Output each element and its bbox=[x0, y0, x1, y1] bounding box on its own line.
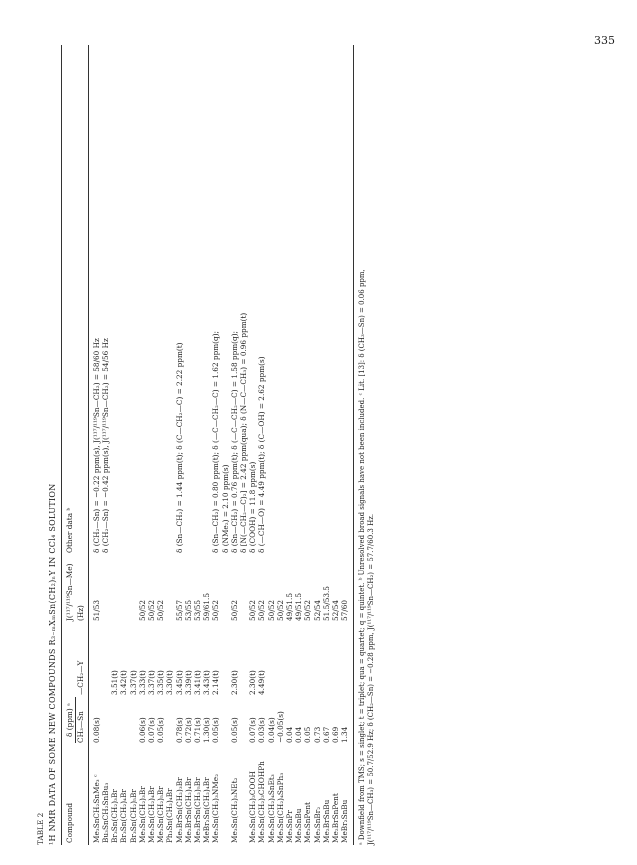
cell-ch3sn: 0.06(s) bbox=[137, 717, 147, 743]
cell-j: 50/52 bbox=[147, 599, 157, 621]
table-row bbox=[230, 45, 239, 845]
cell-ch2y: 3.37(t) bbox=[147, 670, 157, 695]
cell-j bbox=[101, 555, 110, 623]
cell-other bbox=[156, 45, 165, 555]
cell-compound: Br₃Sn(CH₂)₃Br bbox=[110, 789, 120, 843]
cell-ch3sn: 0.03(s) bbox=[257, 717, 267, 743]
rotated-table-block bbox=[36, 45, 596, 845]
cell-other bbox=[322, 45, 331, 555]
cell-compound: Ph₃Sn(CH₂)₄Br bbox=[165, 788, 175, 843]
cell-ch3sn: 0.05 bbox=[303, 726, 313, 743]
cell-compound: Me₃SnCH₂SnMe₃ ᶜ bbox=[91, 774, 101, 843]
cell-ch2y: 3.42(t) bbox=[119, 670, 129, 695]
cell-ch2y: 3.37(t) bbox=[128, 670, 138, 695]
cell-j: 50/52 bbox=[257, 599, 267, 621]
table-row bbox=[257, 45, 266, 845]
cell-compound: Me₂BrSnBu bbox=[321, 799, 331, 843]
table-row bbox=[303, 45, 312, 845]
cell-other: δ (Sn—CH₂) = 1.44 ppm(t); δ (C—CH₂—C) = 2.22 ppm(t) bbox=[174, 342, 184, 553]
cell-compound: Me₃SnPent bbox=[303, 802, 313, 843]
cell-ch2y: 2.14(t) bbox=[211, 670, 221, 695]
table-row bbox=[248, 45, 257, 845]
cell-ch3sn: 0.05(s) bbox=[156, 717, 166, 743]
cell-j: 52/54 bbox=[312, 599, 322, 621]
cell-ch2y bbox=[101, 623, 110, 697]
cell-compound: Me₃Sn(CH₂)₃NMe₂ bbox=[211, 773, 221, 843]
cell-ch2y: 3.39(t) bbox=[183, 670, 193, 695]
cell-other: δ (CH₂—Sn) = −0.42 ppm(s), J(¹¹⁷/¹¹⁹Sn—CH₂) = 54/56 Hz bbox=[101, 338, 111, 553]
cell-j: 59/61.5 bbox=[202, 593, 212, 621]
header-j-unit: (Hz) bbox=[75, 605, 85, 621]
cell-other bbox=[202, 45, 211, 555]
cell-ch3sn: 0.71(s) bbox=[193, 717, 203, 743]
cell-compound: Me₃SnBu bbox=[294, 808, 304, 843]
cell-j: 51.5/53.5 bbox=[321, 586, 331, 621]
cell-other: δ (Sn—CH₂) = 0.80 ppm(t); δ (—C—CH₂—C) = 1.62 ppm(q); bbox=[211, 331, 221, 553]
table-row bbox=[147, 45, 156, 845]
cell-j: 49/51.5 bbox=[285, 593, 295, 621]
cell-ch2y bbox=[303, 623, 312, 697]
cell-other: δ (Sn—CH₂) = 0.76 ppm(t); δ (—C—CH₂—C) = 1.58 ppm(q); bbox=[229, 331, 239, 553]
table-row bbox=[331, 45, 340, 845]
table-row bbox=[184, 45, 193, 845]
cell-j bbox=[129, 555, 138, 623]
cell-compound: Me₂SnBr₂ bbox=[312, 806, 322, 843]
cell-ch2y: 4.49(t) bbox=[257, 670, 267, 695]
cell-compound bbox=[221, 745, 230, 845]
cell-other: δ (—CH—O) = 4.49 ppm(t); δ (C—OH) = 2.62 ppm(s) bbox=[257, 356, 267, 553]
table-row bbox=[294, 45, 303, 845]
cell-j bbox=[239, 555, 248, 623]
cell-j bbox=[110, 555, 119, 623]
cell-compound: Me₂BrSn(CH₂)₄Br bbox=[183, 777, 193, 843]
table-row bbox=[175, 45, 184, 845]
cell-j: 50/52 bbox=[303, 599, 313, 621]
top-rule bbox=[61, 45, 62, 845]
cell-other bbox=[276, 45, 285, 555]
cell-ch3sn: 1.30(s) bbox=[202, 717, 212, 743]
cell-ch3sn: 0.05(s) bbox=[229, 717, 239, 743]
table-title: ¹H NMR DATA OF SOME NEW COMPOUNDS R₃₋ₘXₘSn(CH₂)ₙY IN CCl₄ SOLUTION bbox=[48, 483, 58, 845]
cell-j: 49/51.5 bbox=[294, 593, 304, 621]
table-row bbox=[221, 45, 230, 845]
cell-compound: Me₃Sn(CH₂)₃COOH bbox=[248, 771, 258, 843]
cell-ch2y bbox=[276, 623, 285, 697]
footnote bbox=[358, 45, 377, 845]
cell-compound: Me₃Sn(CH₂)₃NEt₂ bbox=[229, 777, 239, 843]
table-row bbox=[92, 45, 101, 845]
cell-ch3sn bbox=[110, 697, 119, 745]
cell-ch3sn bbox=[239, 697, 248, 745]
cell-compound: Me₃Sn(CH₂)₃CHOHPh bbox=[257, 761, 267, 843]
cell-ch3sn bbox=[165, 697, 174, 745]
cell-other bbox=[285, 45, 294, 555]
cell-compound: MeBr₂SnBu bbox=[340, 799, 350, 843]
cell-other bbox=[193, 45, 202, 555]
cell-other bbox=[119, 45, 128, 555]
cell-ch2y: 3.51(t) bbox=[110, 670, 120, 695]
cell-j: 52/54 bbox=[331, 599, 341, 621]
cell-compound: Me₃Sn(CH₂)₅Br bbox=[156, 786, 166, 843]
cell-ch3sn: 0.05(s) bbox=[211, 717, 221, 743]
cell-ch2y: 3.43(t) bbox=[202, 670, 212, 695]
cell-other: δ [N(—CH₂—C)₂] = 2.42 ppm(qua); δ (N—C—CH₃) = 0.96 ppm(t) bbox=[239, 312, 249, 553]
cell-compound: Me₃Sn(CH₂)₄SnEt₃ bbox=[266, 774, 276, 843]
header-ch2y: —CH₂—Y bbox=[75, 660, 85, 695]
table-row bbox=[165, 45, 174, 845]
cell-ch2y: 3.45(t) bbox=[174, 670, 184, 695]
cell-ch2y: 3.33(t) bbox=[137, 670, 147, 695]
table-row bbox=[110, 45, 119, 845]
table-row bbox=[322, 45, 331, 845]
footnote-line-1: ᵃ Downfield from TMS; s = singlet; t = triplet; qua = quartet; q = quintet. ᵇ Unresolved broad signals have not been included. ᶜ Lit. [13]: δ (CH₃—Sn) = 0.06 ppm, bbox=[357, 269, 366, 845]
cell-compound: Bu₃SnCH₂SnBu₃ bbox=[101, 782, 111, 843]
cell-ch2y bbox=[340, 623, 349, 697]
cell-ch3sn bbox=[119, 697, 128, 745]
header-compound: Compound bbox=[65, 802, 75, 843]
cell-ch2y: 3.30(t) bbox=[165, 670, 175, 695]
cell-ch2y bbox=[313, 623, 322, 697]
cell-ch3sn: 0.07(s) bbox=[248, 717, 258, 743]
table-row bbox=[267, 45, 276, 845]
cell-other: δ (NMe₂) = 2.10 ppm(s) bbox=[220, 464, 230, 553]
cell-compound bbox=[239, 745, 248, 845]
cell-ch3sn bbox=[129, 697, 138, 745]
cell-j: 55/57 bbox=[174, 599, 184, 621]
footnote-line-2: J(¹¹⁷/¹¹⁹Sn—CH₃) = 50.7/52.9 Hz; δ (CH₂—Sn) = −0.28 ppm, J(¹¹⁷/¹¹⁹Sn—CH₂) = 57.7/60.3 Hz. bbox=[367, 513, 375, 845]
cell-other bbox=[147, 45, 156, 555]
cell-compound: Br₃Sn(CH₂)₄Br bbox=[119, 789, 129, 843]
cell-ch2y bbox=[322, 623, 331, 697]
page-number: 335 bbox=[594, 34, 615, 47]
cell-ch3sn: 0.08(s) bbox=[91, 717, 101, 743]
table-row bbox=[156, 45, 165, 845]
cell-ch2y bbox=[294, 623, 303, 697]
cell-ch2y bbox=[92, 623, 101, 697]
cell-j bbox=[221, 555, 230, 623]
cell-j: 53/55 bbox=[193, 599, 203, 621]
cell-compound: Me₂BrSn(CH₂)₅Br bbox=[193, 777, 203, 843]
table-row bbox=[138, 45, 147, 845]
cell-j: 50/52 bbox=[248, 599, 258, 621]
cell-compound: MeBr₂Sn(CH₂)₄Br bbox=[202, 777, 212, 843]
cell-other bbox=[313, 45, 322, 555]
cell-ch3sn: 1.34 bbox=[340, 726, 350, 743]
table-row bbox=[239, 45, 248, 845]
cell-j: 51/53 bbox=[91, 599, 101, 621]
table-row bbox=[193, 45, 202, 845]
header-j: J(¹¹⁷/¹¹⁹Sn—Me) bbox=[65, 563, 75, 621]
cell-other bbox=[303, 45, 312, 555]
cell-compound: Me₃Sn(CH₂)₃Br bbox=[137, 786, 147, 843]
cell-j: 50/52 bbox=[266, 599, 276, 621]
cell-ch3sn: 0.67 bbox=[321, 726, 331, 743]
cell-other bbox=[165, 45, 174, 555]
cell-ch3sn: 0.04 bbox=[294, 726, 304, 743]
table-row bbox=[340, 45, 349, 845]
cell-other bbox=[267, 45, 276, 555]
cell-ch3sn: 0.72(s) bbox=[183, 717, 193, 743]
cell-j: 57/60 bbox=[340, 599, 350, 621]
cell-compound: Me₂BrSn(CH₂)₃Br bbox=[174, 777, 184, 843]
cell-ch2y: 3.35(t) bbox=[156, 670, 166, 695]
cell-other bbox=[129, 45, 138, 555]
table-row bbox=[285, 45, 294, 845]
bottom-rule bbox=[353, 45, 354, 845]
cell-j: 53/55 bbox=[183, 599, 193, 621]
cell-compound: Me₃SnPr bbox=[285, 810, 295, 843]
cell-compound: Me₂BrSnPent bbox=[331, 793, 341, 843]
cell-compound: Me₃Sn(CH₂)₄Br bbox=[147, 786, 157, 843]
cell-ch2y bbox=[267, 623, 276, 697]
header-delta: δ (ppm) ᵃ bbox=[65, 623, 75, 745]
cell-other bbox=[331, 45, 340, 555]
cell-j bbox=[119, 555, 128, 623]
table-row bbox=[202, 45, 211, 845]
cell-ch2y bbox=[239, 623, 248, 697]
cell-ch3sn: 0.78(s) bbox=[174, 717, 184, 743]
cell-ch3sn bbox=[221, 697, 230, 745]
cell-ch3sn bbox=[101, 697, 110, 745]
cell-j: 50/52 bbox=[211, 599, 221, 621]
cell-ch2y bbox=[331, 623, 340, 697]
cell-ch3sn: 0.69 bbox=[331, 726, 341, 743]
cell-ch3sn: 0.04 bbox=[285, 726, 295, 743]
cell-j: 50/52 bbox=[229, 599, 239, 621]
table-row bbox=[313, 45, 322, 845]
cell-j: 50/52 bbox=[137, 599, 147, 621]
cell-j: 50/52 bbox=[275, 599, 285, 621]
cell-ch3sn: 0.07(s) bbox=[147, 717, 157, 743]
cell-other bbox=[110, 45, 119, 555]
table-row bbox=[211, 45, 220, 845]
cell-ch2y bbox=[285, 623, 294, 697]
cell-ch2y bbox=[221, 623, 230, 697]
nmr-table bbox=[65, 45, 349, 845]
table-row bbox=[276, 45, 285, 845]
cell-compound: Me₃Sn(CH₂)₄SnPh₃ bbox=[275, 772, 285, 843]
cell-other: δ (COOH) = 11.8 ppm(s) bbox=[248, 461, 258, 553]
cell-ch2y: 2.30(t) bbox=[229, 670, 239, 695]
cell-ch3sn: 0.04(s) bbox=[266, 717, 276, 743]
cell-j: 50/52 bbox=[156, 599, 166, 621]
table-row bbox=[101, 45, 110, 845]
cell-ch3sn: −0.05(s) bbox=[275, 711, 285, 743]
header-other: Other data ᵇ bbox=[65, 507, 75, 553]
cell-other bbox=[294, 45, 303, 555]
cell-other: δ (CH₂—Sn) = −0.22 ppm(s), J(¹¹⁷/¹¹⁹Sn—CH₂) = 58/60 Hz bbox=[91, 338, 101, 553]
cell-ch3sn: 0.73 bbox=[312, 726, 322, 743]
table-row bbox=[119, 45, 128, 845]
cell-j bbox=[165, 555, 174, 623]
cell-ch2y: 3.41(t) bbox=[193, 670, 203, 695]
cell-compound: Br₃Sn(CH₂)₅Br bbox=[128, 789, 138, 843]
cell-ch2y: 2.30(t) bbox=[248, 670, 258, 695]
table-row bbox=[129, 45, 138, 845]
header-ch3sn: CH₃—Sn bbox=[75, 711, 85, 743]
header-rule bbox=[88, 45, 89, 845]
cell-other bbox=[340, 45, 349, 555]
table-label: TABLE 2 bbox=[36, 812, 45, 845]
cell-other bbox=[184, 45, 193, 555]
cell-other bbox=[138, 45, 147, 555]
